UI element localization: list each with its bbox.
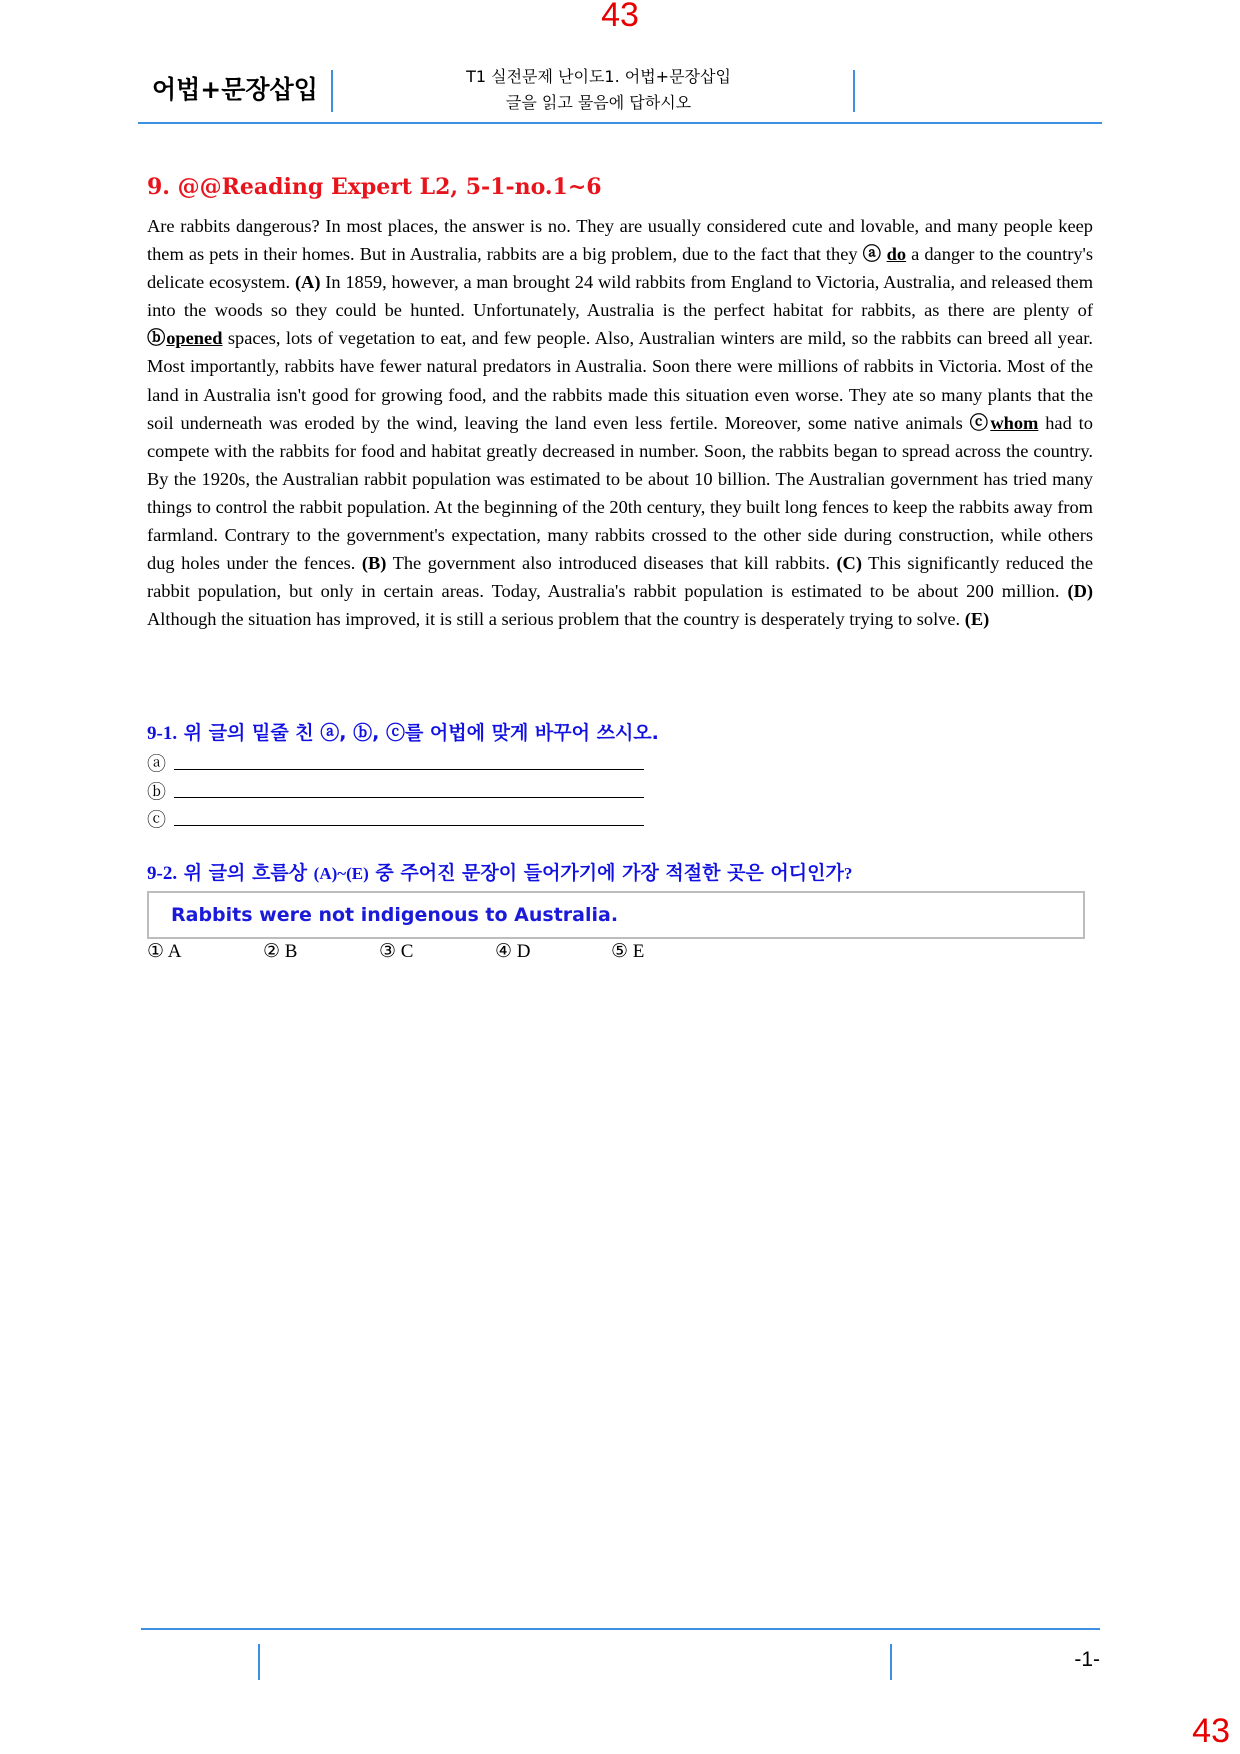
label-B: (B) — [361, 553, 387, 574]
subquestion-1-text: 위 글의 밑줄 친 ⓐ, ⓑ, ⓒ를 어법에 맞게 바꾸어 쓰시오. — [177, 722, 659, 744]
passage-text-1: Are rabbits dangerous? In most places, the answer is no. They are usually considered cute and lovable, and many people keep them as pets in their homes. But in Australia, rabbits are a big problem, due to the fact that they — [147, 216, 1093, 265]
reading-passage — [147, 212, 1093, 633]
underlined-word-a: do — [886, 244, 907, 265]
header-info — [335, 64, 862, 116]
top-page-mark: 43 — [601, 0, 639, 34]
choice-4[interactable]: ④ D — [495, 941, 531, 962]
subquestion-2-range: (A)~(E) — [313, 864, 369, 883]
header-rule — [138, 122, 1102, 124]
header-line-1: T1 실전문제 난이도1. 어법+문장삽입 — [466, 67, 731, 86]
choice-5[interactable]: ⑤ E — [611, 941, 645, 962]
answer-line-c[interactable] — [174, 807, 644, 826]
label-A: (A) — [294, 272, 321, 293]
answer-line-a[interactable] — [174, 751, 644, 770]
footer-divider-left — [258, 1644, 260, 1680]
footer-divider-right — [890, 1644, 892, 1680]
subquestion-1 — [147, 718, 659, 745]
passage-text-8: Although the situation has improved, it is still a serious problem that the country is desperately trying to solve. — [147, 609, 965, 630]
passage-text-3: In 1859, however, a man brought 24 wild rabbits from England to Victoria, Australia, and released them into the woods so they could be hunted. Unfortunately, Australia is the perfect habitat for rabbits, as there are plenty of — [147, 272, 1093, 321]
bottom-page-mark: 43 — [1192, 1712, 1230, 1750]
answer-row-a[interactable] — [147, 749, 644, 776]
subquestion-2 — [147, 858, 852, 885]
footer-rule — [141, 1628, 1100, 1630]
passage-text-2: a danger to the country's delicate ecosystem. — [147, 244, 1093, 293]
mark-a: ⓐ — [862, 244, 882, 265]
question-title: 9. @@Reading Expert L2, 5-1-no.1~6 — [147, 174, 602, 200]
given-sentence-box — [147, 891, 1085, 939]
header-divider-left — [331, 70, 333, 112]
subquestion-2-text-a: 위 글의 흐름상 — [177, 862, 314, 884]
underlined-word-b: opened — [166, 328, 223, 349]
subquestion-1-number: 9-1. — [147, 723, 178, 744]
subquestion-2-number: 9-2. — [147, 863, 178, 884]
header-line-2: 글을 읽고 물음에 답하시오 — [505, 93, 692, 112]
choice-2[interactable]: ② B — [263, 941, 298, 962]
label-D: (D) — [1067, 581, 1093, 602]
underlined-word-c: whom — [990, 412, 1039, 433]
passage-text-6: The government also introduced diseases that kill rabbits. — [386, 553, 837, 574]
answer-label-c: ⓒ — [147, 810, 167, 831]
answer-label-b: ⓑ — [147, 782, 167, 803]
answer-row-c[interactable] — [147, 805, 644, 832]
label-E: (E) — [964, 609, 990, 630]
mark-c: ⓒ — [969, 412, 991, 433]
passage-text-7: This significantly reduced the rabbit population, but only in certain areas. Today, Australia's rabbit population is estimated to be about 200 million. — [147, 553, 1093, 602]
page-number: -1- — [1074, 1648, 1100, 1671]
passage-text-4: spaces, lots of vegetation to eat, and few people. Also, Australian winters are mild, so the rabbits can breed all year. Most importantly, rabbits have fewer natural predators in Australia. Soon there were millions of rabbits in Victoria. Most of the land in Australia isn't good for growing food, and the rabbits made this situation even worse. They ate so many plants that the soil underneath was eroded by the wind, leaving the land even less fertile. Moreover, some native animals — [147, 328, 1093, 433]
label-C: (C) — [836, 553, 862, 574]
mark-b: ⓑ — [147, 328, 167, 349]
section-title: 어법+문장삽입 — [152, 75, 318, 104]
subquestion-2-text-b: 중 주어진 문장이 들어가기에 가장 적절한 곳은 어디인가 — [368, 862, 844, 884]
choice-3[interactable]: ③ C — [379, 941, 414, 962]
passage-text-5: had to compete with the rabbits for food and habitat greatly decreased in number. Soon, the rabbits began to spread across the country. By the 1920s, the Australian rabbit population was estimated to be about 10 billion. The Australian government has tried many things to control the rabbit population. At the beginning of the 20th century, they built long fences to keep the rabbits away from farmland. Contrary to the government's expectation, many rabbits crossed to the other side during construction, while others dug holes under the fences. — [147, 412, 1093, 574]
answer-label-a: ⓐ — [147, 754, 167, 775]
answer-row-b[interactable] — [147, 777, 644, 804]
subquestion-2-qmark: ? — [843, 864, 853, 883]
answer-line-b[interactable] — [174, 779, 644, 798]
given-sentence: Rabbits were not indigenous to Australia. — [171, 904, 619, 926]
header-divider-right — [853, 70, 855, 112]
choice-1[interactable]: ① A — [147, 941, 182, 962]
